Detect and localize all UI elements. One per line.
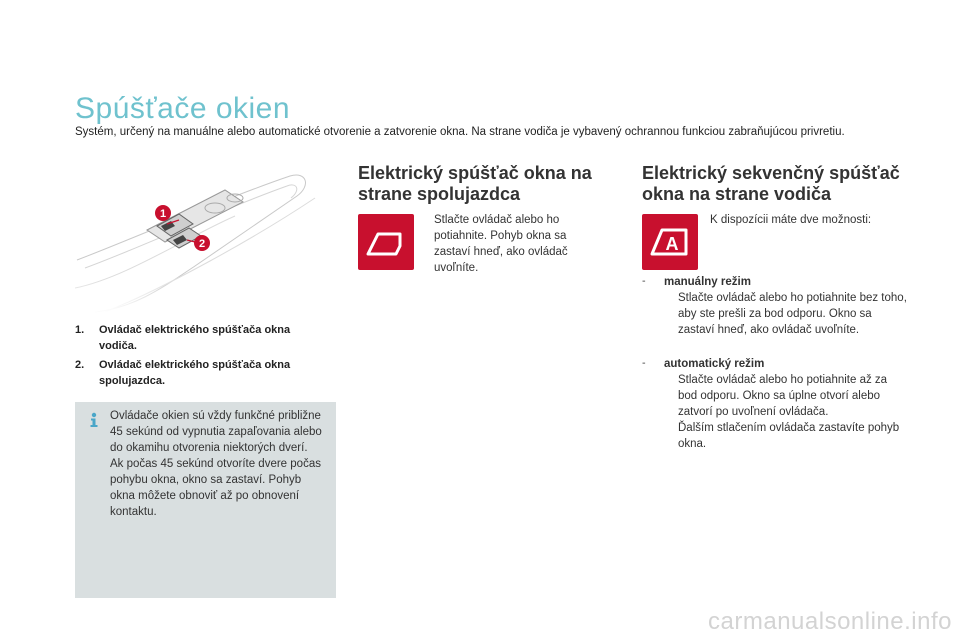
auto-window-icon: [642, 214, 698, 270]
driver-heading: Elektrický sekvenčný spúšťač okna na strane vodiča: [642, 163, 900, 204]
passenger-instruction-text: Stlačte ovládač alebo ho potiahnite. Pohyb okna sa zastaví hneď, ako ovládač uvoľníte.: [434, 214, 568, 274]
legend-item: [75, 357, 330, 389]
legend-num: 1.: [75, 324, 85, 336]
info-text: [110, 408, 325, 520]
driver-mode-auto: [642, 356, 907, 452]
passenger-instruction: [420, 212, 590, 276]
mode-step: Ďalším stlačením ovládača zastavíte pohyb okna.: [678, 422, 900, 450]
page-title: Spúšťače okien: [75, 92, 291, 125]
watermark: carmanualsonline.info: [708, 608, 952, 635]
door-panel-drawing: [75, 168, 330, 313]
mode-step: Stlačte ovládač alebo ho potiahnite až za bod odporu. Okno sa úplne otvorí alebo zatvorí po uvoľnení ovládača.: [678, 374, 888, 418]
info-box: [75, 402, 336, 598]
info-paragraph: Ovládače okien sú vždy funkčné približne 45 sekúnd od vypnutia zapaľovania alebo do okamihu otvorenia niektorých dverí.: [110, 410, 322, 454]
svg-text:A: A: [665, 234, 679, 254]
callout-1-label: 1: [159, 208, 167, 220]
bullet-symbol: [664, 290, 678, 338]
manual-window-icon: [358, 214, 414, 270]
mode-step: Stlačte ovládač alebo ho potiahnite bez toho, aby ste prešli za bod odporu. Okno sa zastaví hneď, ako ovládač uvoľníte.: [678, 292, 907, 336]
driver-mode-manual: [642, 274, 907, 338]
passenger-heading: Elektrický spúšťač okna na strane spolujazdca: [358, 163, 592, 204]
window-switch-illustration: [75, 168, 330, 313]
mode-label: manuálny režim: [664, 276, 751, 288]
legend-text: Ovládač elektrického spúšťača okna vodiča.: [99, 324, 291, 352]
callout-2-label: 2: [198, 238, 206, 250]
dash: -: [642, 276, 646, 287]
legend-text: Ovládač elektrického spúšťača okna spolujazdca.: [99, 359, 291, 387]
legend-num: 2.: [75, 359, 85, 371]
info-icon: [87, 412, 101, 433]
dash: -: [642, 358, 646, 369]
bullet-symbol: [420, 212, 434, 276]
mode-label: automatický režim: [664, 358, 765, 370]
driver-intro: K dispozícii máte dve možnosti:: [710, 214, 872, 226]
legend-item: [75, 322, 330, 354]
bullet-symbol: [664, 372, 678, 420]
bullet-symbol: [664, 420, 678, 452]
page-intro: Systém, určený na manuálne alebo automatické otvorenie a zatvorenie okna. Na strane vodiča je vybavený ochrannou funkciou zabraňujúcou privretiu.: [75, 126, 845, 138]
info-paragraph: Ak počas 45 sekúnd otvoríte dvere počas pohybu okna, okno sa zastaví. Pohyb okna môžete obnoviť až po obnovení kontaktu.: [110, 458, 321, 518]
callout-legend: [75, 322, 330, 389]
